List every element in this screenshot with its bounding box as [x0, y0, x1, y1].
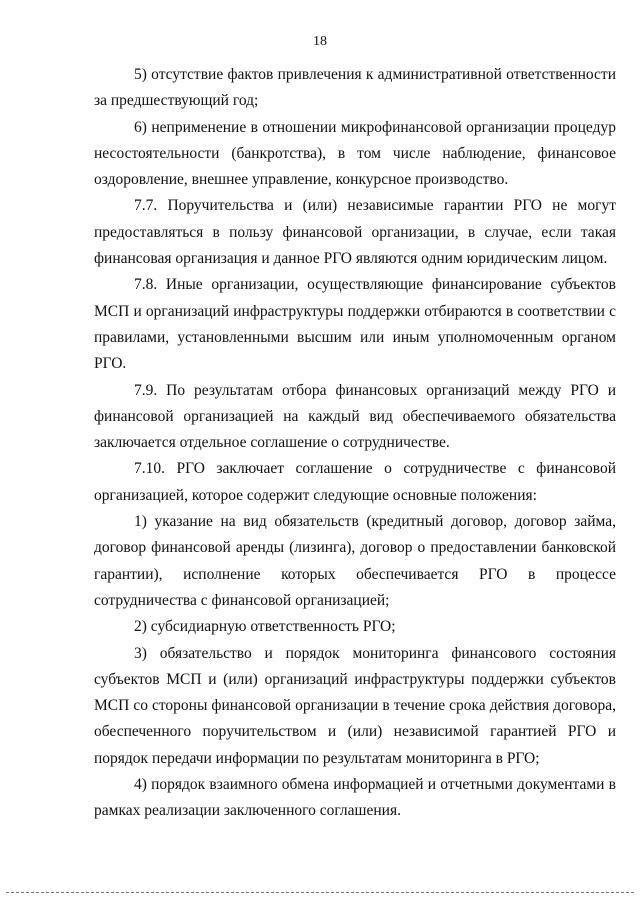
paragraph-item-6: 6) неприменение в отношении микрофинансовой организации процедур несостоятельности (банкротства), в том числе наблюдение, финансовое оздоровление, внешнее управление, конкурсное производство. — [94, 118, 616, 189]
paragraph-7-7: 7.7. Поручительства и (или) независимые гарантии РГО не могут предоставляться в пользу финансовой организации, в случае, если такая финансовая организация и данное РГО являются одним юридическим лицом. — [94, 197, 616, 268]
scan-edge-line — [6, 892, 634, 893]
paragraph-item-2: 2) субсидиарную ответственность РГО; — [134, 618, 396, 636]
paragraph-7-8: 7.8. Иные организации, осуществляющие финансирование субъектов МСП и организаций инфраструктуры поддержки отбираются в соответствии с правилами, установленными высшим или иным уполномоченным органом РГО. — [94, 276, 616, 373]
page-number: 18 — [313, 34, 327, 49]
paragraph-item-3: 3) обязательство и порядок мониторинга финансового состояния субъектов МСП и (или) организаций инфраструктуры поддержки субъектов МСП со стороны финансовой организации в течение срока действия договора, обеспеченного поручительством и (или) независимой гарантией РГО и порядок передачи информации по результатам мониторинга в РГО; — [94, 644, 616, 767]
document-body — [94, 62, 616, 825]
paragraph-item-1: 1) указание на вид обязательств (кредитный договор, договор займа, договор финансовой аренды (лизинга), договор о предоставлении банковской гарантии), исполнение которых обеспечивается РГО в процессе сотрудничества с финансовой организацией; — [94, 513, 616, 609]
paragraph-item-4: 4) порядок взаимного обмена информацией и отчетными документами в рамках реализации заключенного соглашения. — [94, 776, 616, 820]
paragraph-7-9: 7.9. По результатам отбора финансовых организаций между РГО и финансовой организацией на каждый вид обеспечиваемого обязательства заключается отдельное соглашение о сотрудничестве. — [94, 381, 616, 452]
paragraph-7-10: 7.10. РГО заключает соглашение о сотрудничестве с финансовой организацией, которое содержит следующие основные положения: — [94, 460, 616, 504]
paragraph-item-5: 5) отсутствие фактов привлечения к административной ответственности за предшествующий год; — [94, 66, 616, 110]
